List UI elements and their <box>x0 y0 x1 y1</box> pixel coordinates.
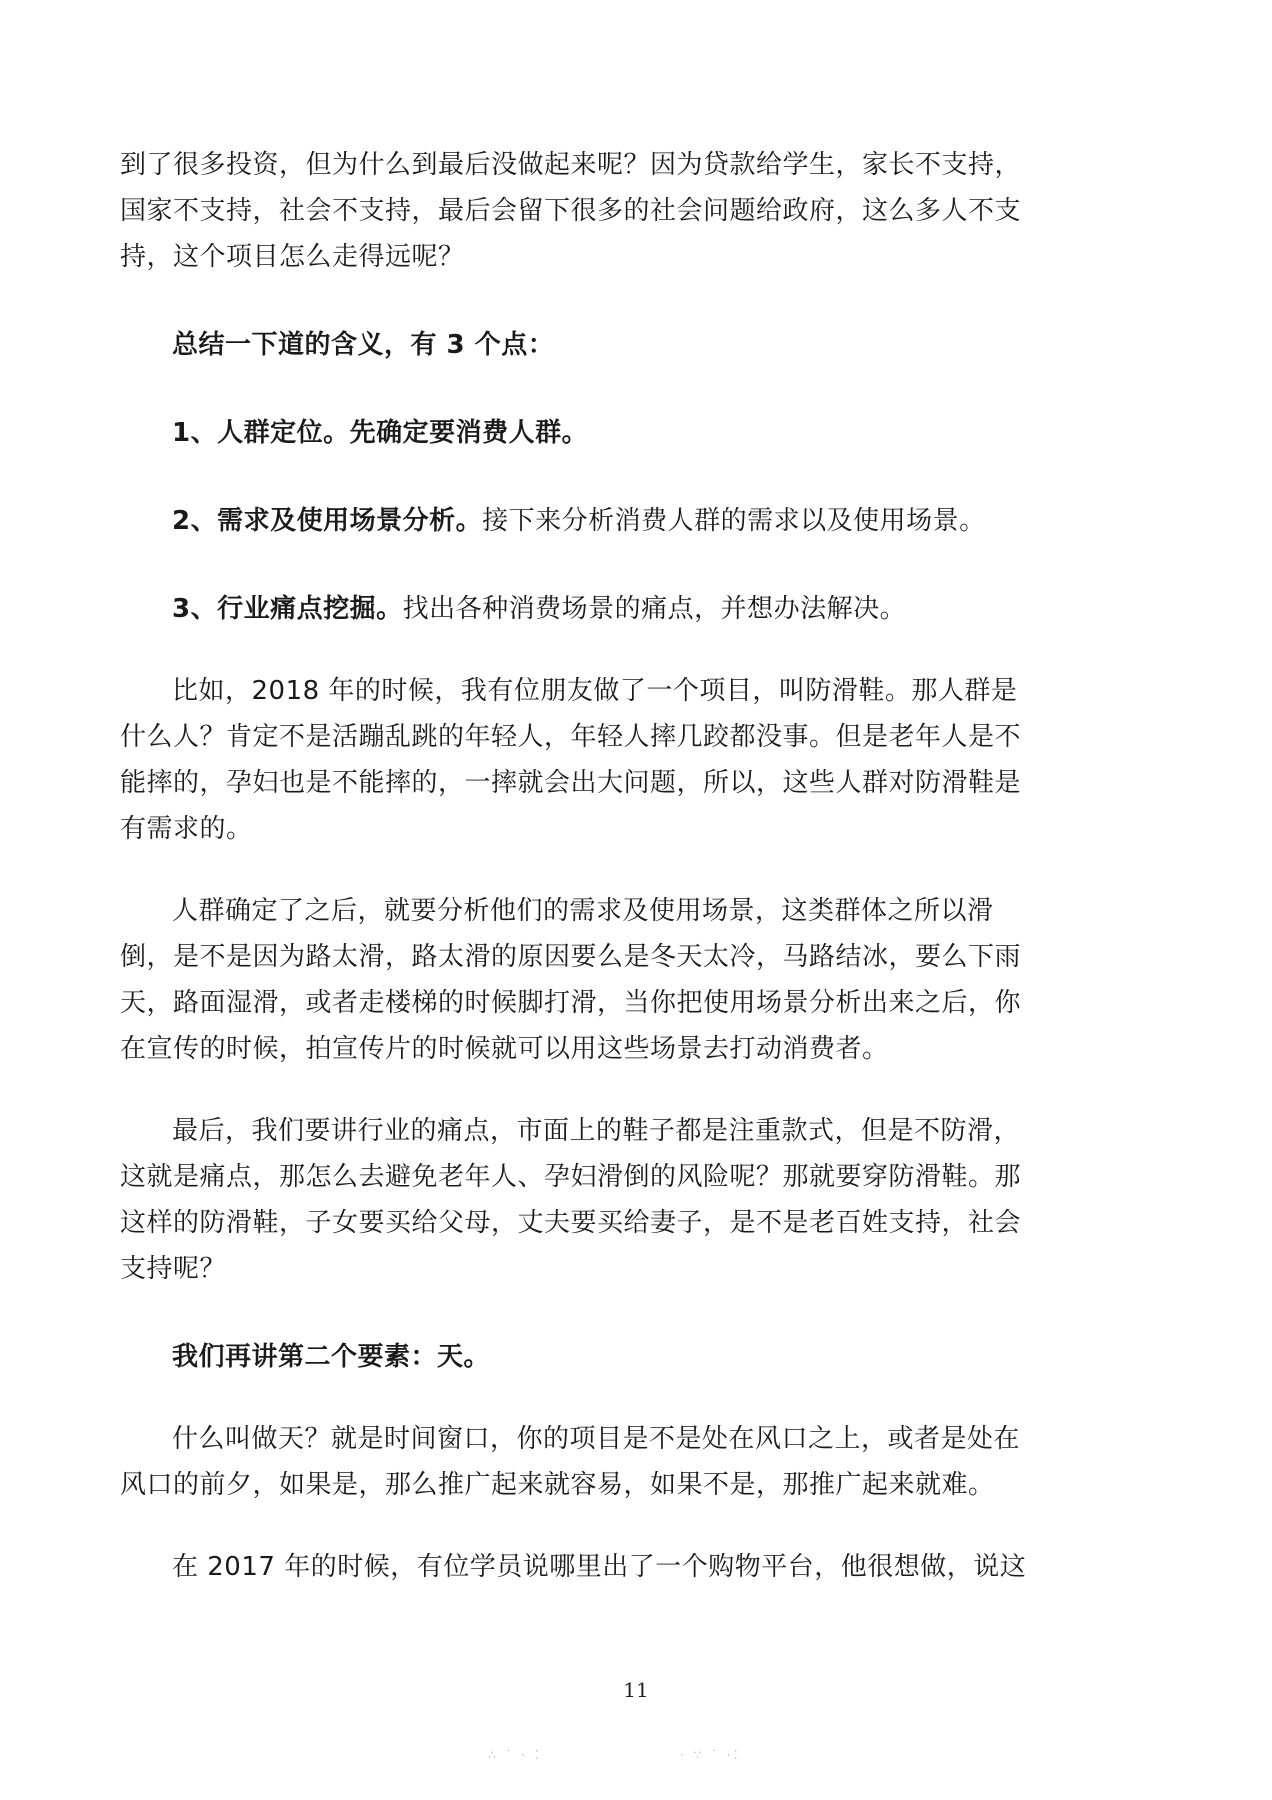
point-3-label: 3、行业痛点挖掘。 <box>172 594 403 624</box>
point-2 <box>120 498 1035 544</box>
scan-artifact: · ∵ ˙ ·⁚ <box>680 1748 741 1762</box>
point-2-label: 2、需求及使用场景分析。 <box>172 506 483 536</box>
point-2-text: 接下来分析消费人群的需求以及使用场景。 <box>482 506 986 536</box>
page-number: 11 <box>623 1678 649 1702</box>
paragraph-story: 在 2017 年的时候，有位学员说哪里出了一个购物平台，他很想做，说这 <box>172 1552 1027 1582</box>
body-text <box>120 142 1035 1590</box>
point-3-text: 找出各种消费场景的痛点，并想办法解决。 <box>402 594 907 624</box>
scan-artifact: ∴ ˙ · ⁚ <box>488 1748 542 1762</box>
paragraph-scenario: 人群确定了之后，就要分析他们的需求及使用场景，这类群体之所以滑倒，是不是因为路太滑，路太滑的原因要么是冬天太冷，马路结冰，要么下雨天，路面湿滑，或者走楼梯的时候脚打滑，当你把使用场景分析出来之后，你在宣传的时候，拍宣传片的时候就可以用这些场景去打动消费者。 <box>120 896 1022 1064</box>
summary-heading: 总结一下道的含义，有 3 个点： <box>172 330 555 360</box>
point-3 <box>120 586 1035 632</box>
paragraph-continuation: 到了很多投资，但为什么到最后没做起来呢？因为贷款给学生，家长不支持，国家不支持，社会不支持，最后会留下很多的社会问题给政府，这么多人不支持，这个项目怎么走得远呢？ <box>120 150 1022 272</box>
paragraph-timing: 什么叫做天？就是时间窗口，你的项目是不是处在风口之上，或者是处在风口的前夕，如果是，那么推广起来就容易，如果不是，那推广起来就难。 <box>120 1424 1021 1500</box>
point-1: 1、人群定位。先确定要消费人群。 <box>172 418 589 448</box>
paragraph-pain-point: 最后，我们要讲行业的痛点，市面上的鞋子都是注重款式，但是不防滑，这就是痛点，那怎么去避免老年人、孕妇滑倒的风险呢？那就要穿防滑鞋。那这样的防滑鞋，子女要买给父母，丈夫要买给妻子，是不是老百姓支持，社会支持呢？ <box>120 1116 1022 1284</box>
paragraph-example: 比如，2018 年的时候，我有位朋友做了一个项目，叫防滑鞋。那人群是什么人？肯定不是活蹦乱跳的年轻人，年轻人摔几跤都没事。但是老年人是不能摔的，孕妇也是不能摔的，一摔就会出大问题，所以，这些人群对防滑鞋是有需求的。 <box>120 676 1022 844</box>
section-heading: 我们再讲第二个要素：天。 <box>172 1342 491 1372</box>
